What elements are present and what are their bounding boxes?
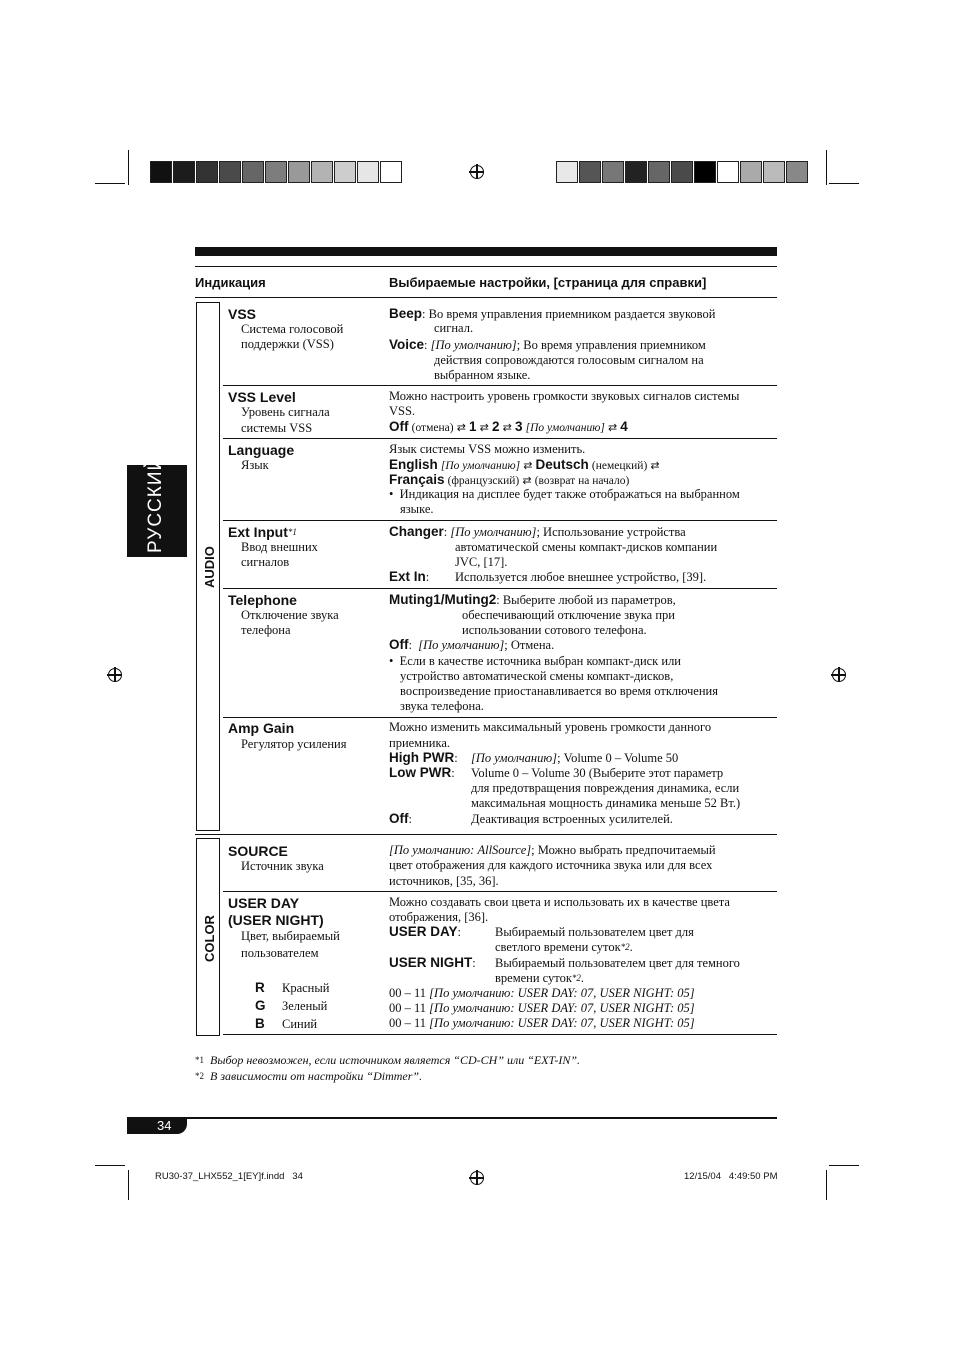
- user-night-text: времени суток$^{*2}$.: [495, 971, 585, 985]
- ext-input-extin-text: Используется любое внешнее устройство, [39].: [455, 570, 707, 584]
- cycle-arrow-icon: ⇄: [502, 421, 512, 434]
- registration-mark-icon: [470, 165, 484, 179]
- header-col1: Индикация: [195, 275, 266, 290]
- source-line: [По умолчанию: AllSource]; Можно выбрать предпочитаемый: [389, 843, 716, 857]
- user-night-name: (USER NIGHT): [228, 912, 324, 928]
- row-rule: [223, 385, 777, 386]
- cycle-arrow-icon: ⇄: [456, 421, 466, 434]
- amp-gain-low-text: Volume 0 – Volume 30 (Выберите этот параметр: [471, 766, 724, 780]
- color-b-label: B: [255, 1016, 265, 1031]
- user-night-kw: USER NIGHT:: [389, 955, 476, 970]
- vss-level-line: VSS.: [389, 404, 416, 418]
- telephone-desc: телефона: [241, 623, 291, 637]
- user-day-line: Можно создавать свои цвета и использовать их в качестве цвета: [389, 895, 730, 909]
- vss-desc: Система голосовой: [241, 322, 344, 336]
- vss-name: VSS: [228, 306, 257, 322]
- vss-level-desc: системы VSS: [241, 421, 313, 435]
- user-day-line: отображения, [36].: [389, 910, 489, 924]
- ext-input-changer: Changer: [По умолчанию]; Использование устройства: [389, 524, 686, 539]
- color-group-label: COLOR: [202, 915, 217, 962]
- vss-desc: поддержки (VSS): [241, 337, 334, 351]
- cycle-arrow-icon: ⇄: [522, 474, 532, 487]
- amp-gain-low-text: для предотвращения повреждения динамика, если: [471, 781, 740, 795]
- range-r: 00 – 11 [По умолчанию: USER DAY: 07, USER NIGHT: 05]: [389, 986, 695, 1000]
- color-r-label: R: [255, 980, 265, 995]
- amp-gain-high-text: [По умолчанию]; Volume 0 – Volume 50: [471, 751, 679, 765]
- range-g: 00 – 11 [По умолчанию: USER DAY: 07, USER NIGHT: 05]: [389, 1001, 695, 1015]
- row-rule: [223, 438, 777, 439]
- source-name: SOURCE: [228, 843, 288, 859]
- amp-gain-off-text: Деактивация встроенных усилителей.: [471, 812, 673, 826]
- language-options: English [По умолчанию] ⇄ Deutsch (немецкий) ⇄: [389, 457, 660, 472]
- vss-voice-cont: действия сопровождаются голосовым сигналом на: [434, 353, 704, 367]
- color-g-text: Зеленый: [282, 999, 328, 1013]
- language-name: Language: [228, 442, 295, 458]
- amp-gain-low: Low PWR:: [389, 765, 455, 780]
- crop-mark: [826, 1170, 827, 1200]
- color-r-text: Красный: [282, 981, 330, 995]
- ext-input-changer-cont: JVC, [17].: [455, 555, 508, 569]
- language-options: Français (французский) ⇄ (возврат на начало): [389, 472, 630, 487]
- color-g-label: G: [255, 998, 266, 1013]
- footnote-2: $^{*2}$ В зависимости от настройки “Dimmer”.: [195, 1069, 423, 1083]
- header-col2: Выбираемые настройки, [страница для справки]: [389, 275, 707, 290]
- source-line: цвет отображения для каждого источника звука или для всех: [389, 858, 713, 872]
- vss-beep-cont: сигнал.: [434, 321, 474, 335]
- telephone-off: Off: [По умолчанию]; Отмена.: [389, 637, 555, 652]
- amp-gain-low-text: максимальная мощность динамика меньше 52 Вт.): [471, 796, 741, 810]
- user-day-text: светлого времени суток$^{*2}$.: [495, 940, 633, 954]
- telephone-muting: Muting1/Muting2: Выберите любой из параметров,: [389, 592, 676, 607]
- cycle-arrow-icon: ⇄: [607, 421, 618, 434]
- row-rule: [223, 588, 777, 589]
- audio-group-label: AUDIO: [202, 546, 217, 588]
- vss-voice: Voice: [По умолчанию]; Во время управления приемником: [389, 337, 706, 352]
- registration-mark-icon: [108, 668, 122, 682]
- telephone-note: устройство автоматической смены компакт-дисков,: [400, 669, 674, 683]
- registration-mark-icon: [470, 1171, 484, 1185]
- header-rule-bottom: [195, 297, 777, 298]
- print-file-info: RU30-37_LHX552_1[EY]f.indd 34: [155, 1171, 303, 1182]
- crop-mark: [95, 183, 125, 184]
- amp-gain-high: High PWR:: [389, 750, 458, 765]
- language-tab-label: РУССКИЙ: [145, 455, 166, 553]
- color-b-text: Синий: [282, 1017, 318, 1031]
- language-note: • Индикация на дисплее будет также отображаться на выбранном: [389, 487, 740, 501]
- crop-mark: [95, 1165, 125, 1166]
- footnote-1: $^{*1}$ Выбор невозможен, если источником является “CD-CH” или “EXT-IN”.: [195, 1053, 581, 1067]
- user-day-desc: Цвет, выбираемый: [241, 929, 340, 943]
- row-rule: [195, 834, 777, 835]
- user-day-name: USER DAY: [228, 895, 300, 911]
- telephone-muting-cont: использовании сотового телефона.: [462, 623, 647, 637]
- bottom-rule: [127, 1117, 777, 1119]
- ext-input-changer-cont: автоматической смены компакт-дисков компании: [455, 540, 718, 554]
- amp-gain-name: Amp Gain: [228, 720, 295, 736]
- telephone-muting-cont: обеспечивающий отключение звука при: [462, 608, 675, 622]
- language-line: Язык системы VSS можно изменить.: [389, 442, 586, 456]
- user-day-kw: USER DAY:: [389, 924, 462, 939]
- user-day-text: Выбираемый пользователем цвет для: [495, 925, 694, 939]
- vss-level-name: VSS Level: [228, 389, 296, 405]
- vss-level-line: Можно настроить уровень громкости звуковых сигналов системы: [389, 389, 740, 403]
- range-b: 00 – 11 [По умолчанию: USER DAY: 07, USER NIGHT: 05]: [389, 1016, 695, 1030]
- page-number: 34: [157, 1118, 172, 1133]
- language-desc: Язык: [241, 458, 269, 472]
- amp-gain-off: Off:: [389, 811, 412, 826]
- crop-mark: [826, 150, 827, 185]
- vss-beep: Beep: Во время управления приемником раздается звуковой: [389, 306, 716, 321]
- cycle-arrow-icon: ⇄: [523, 459, 533, 472]
- telephone-note: • Если в качестве источника выбран компакт-диск или: [389, 654, 681, 668]
- registration-mark-icon: [832, 668, 846, 682]
- amp-gain-line: приемника.: [389, 736, 451, 750]
- print-date-info: 12/15/04 4:49:50 PM: [684, 1171, 778, 1182]
- ext-input-name: Ext Input$^{*1}$: [228, 524, 297, 540]
- crop-mark: [829, 1165, 859, 1166]
- amp-gain-desc: Регулятор усиления: [241, 737, 347, 751]
- ext-input-desc: Ввод внешних: [241, 540, 318, 554]
- top-rule: [195, 247, 777, 256]
- crop-mark: [128, 150, 129, 185]
- row-rule: [223, 891, 777, 892]
- vss-level-desc: Уровень сигнала: [241, 405, 330, 419]
- user-day-desc: пользователем: [241, 946, 319, 960]
- crop-mark: [128, 1170, 129, 1200]
- ext-input-desc: сигналов: [241, 555, 290, 569]
- source-desc: Источник звука: [241, 859, 324, 873]
- telephone-note: звука телефона.: [400, 699, 484, 713]
- ext-input-extin: Ext In:: [389, 569, 430, 584]
- row-rule: [223, 520, 777, 521]
- telephone-note: воспроизведение приостанавливается во время отключения: [400, 684, 718, 698]
- telephone-desc: Отключение звука: [241, 608, 339, 622]
- telephone-name: Telephone: [228, 592, 297, 608]
- vss-voice-cont: выбранном языке.: [434, 368, 531, 382]
- crop-mark: [829, 183, 859, 184]
- amp-gain-line: Можно изменить максимальный уровень громкости данного: [389, 720, 712, 734]
- cycle-arrow-icon: ⇄: [650, 459, 660, 472]
- language-note: языке.: [400, 502, 434, 516]
- source-line: источников, [35, 36].: [389, 874, 499, 888]
- vss-level-options: Off (отмена) ⇄ 1 ⇄ 2 ⇄ 3 [По умолчанию] ⇄ 4: [389, 419, 628, 434]
- header-rule: [195, 266, 777, 267]
- cycle-arrow-icon: ⇄: [479, 421, 489, 434]
- table-bottom-rule: [223, 1034, 777, 1035]
- row-rule: [223, 717, 777, 718]
- user-night-text: Выбираемый пользователем цвет для темного: [495, 956, 740, 970]
